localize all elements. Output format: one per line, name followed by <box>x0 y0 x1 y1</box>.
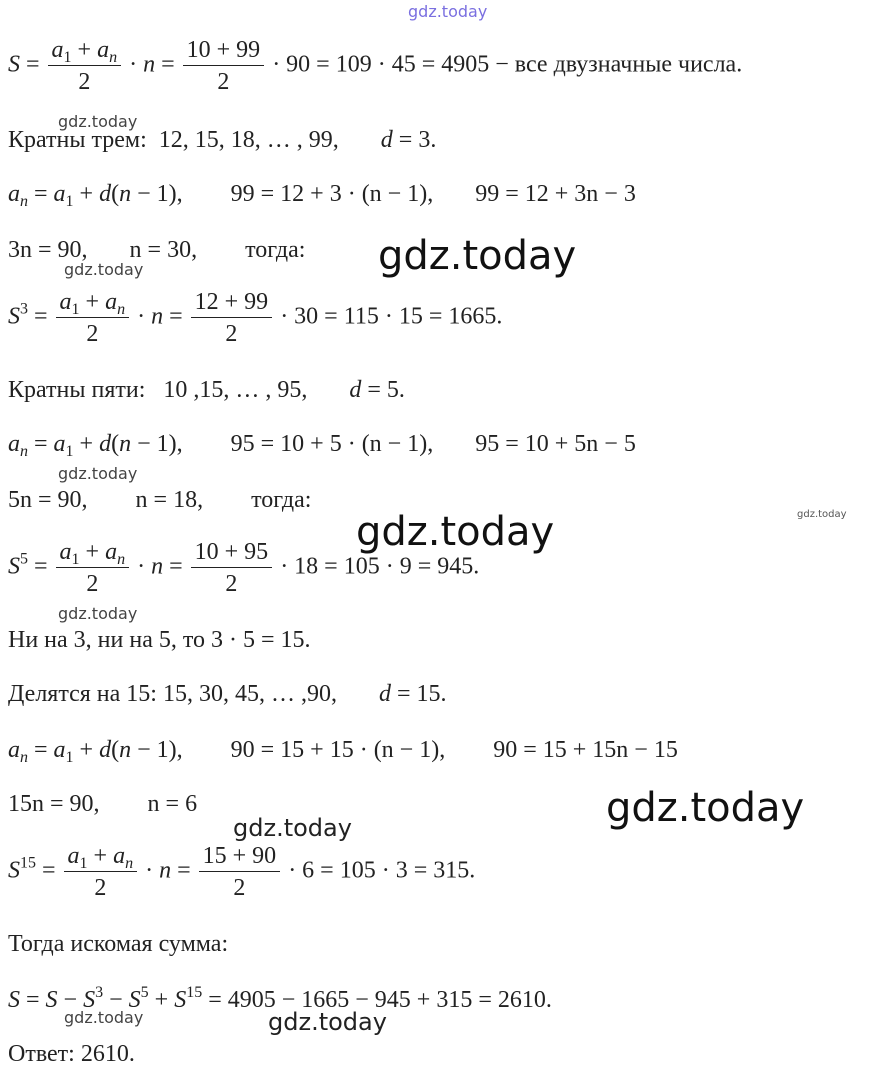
watermark: gdz.today <box>64 1008 144 1027</box>
watermark: gdz.today <box>268 1008 387 1036</box>
solve-n-five: 5n = 90, n = 18, тогда: <box>8 487 312 513</box>
fraction: $\frac{a_1 + a_n}{2}$ <box>48 38 122 94</box>
fraction: $\frac{15 + 90}{2}$ <box>199 844 281 900</box>
formula-sum-three: $S^3$ = $\frac{a_1 + a_n}{2}$ · n = $\frac{12 + 99}{2}$ · 30 = 115 · 15 = 1665. <box>8 289 503 347</box>
watermark: gdz.today <box>606 785 805 831</box>
watermark: gdz.today <box>58 464 138 483</box>
watermark: gdz.today <box>356 509 555 555</box>
fraction: $\frac{a_1 + a_n}{2}$ <box>64 844 138 900</box>
fraction: $\frac{a_1 + a_n}{2}$ <box>56 290 130 346</box>
final-sum-formula: $S = S - S^3 - S^5 + S^{15} = 4905 - 1665 - 945 + 315 = 2610$. <box>8 984 552 1013</box>
fraction: $\frac{12 + 99}{2}$ <box>191 290 273 346</box>
nth-term-formula-fifteen: $a_n = a_1 + d(n - 1)$, 90 = 15 + 15 · (n − 1), 90 = 15 + 15n − 15 <box>8 737 678 766</box>
solve-n-three: 3n = 90, n = 30, тогда: <box>8 237 306 263</box>
multiples-of-fifteen-heading: Делятся на 15: 15, 30, 45, … ,90, d = 15. <box>8 681 447 707</box>
nth-term-formula-three: $a_n = a_1 + d(n - 1)$, 99 = 12 + 3 · (n − 1), 99 = 12 + 3n − 3 <box>8 181 636 210</box>
watermark: gdz.today <box>58 112 138 131</box>
multiples-of-three-heading: Кратны трем: 12, 15, 18, … , 99, d = 3. <box>8 127 437 153</box>
solve-n-fifteen: 15n = 90, n = 6 <box>8 791 198 817</box>
fraction: $\frac{10 + 95}{2}$ <box>191 540 273 596</box>
watermark: gdz.today <box>64 260 144 279</box>
watermark: gdz.today <box>58 604 138 623</box>
answer: Ответ: 2610. <box>8 1041 135 1067</box>
nth-term-formula-five: $a_n = a_1 + d(n - 1)$, 95 = 10 + 5 · (n − 1), 95 = 10 + 5n − 5 <box>8 431 636 460</box>
watermark: gdz.today <box>233 814 352 842</box>
multiples-of-five-heading: Кратны пяти: 10 ,15, … , 95, d = 5. <box>8 377 405 403</box>
then-required-sum: Тогда искомая сумма: <box>8 931 229 957</box>
formula-sum-five: $S^5$ = $\frac{a_1 + a_n}{2}$ · n = $\frac{10 + 95}{2}$ · 18 = 105 · 9 = 945. <box>8 539 480 597</box>
fraction: $\frac{10 + 99}{2}$ <box>183 38 265 94</box>
watermark: gdz.today <box>408 2 488 21</box>
watermark: gdz.today <box>378 233 577 279</box>
formula-total-sum: S = $\frac{a_1 + a_n}{2}$ · n = $\frac{10 + 99}{2}$ · 90 = 109 · 45 = 4905 − все двузначные числа. <box>8 37 743 95</box>
watermark: gdz.today <box>797 509 847 520</box>
neither-three-nor-five: Ни на 3, ни на 5, то 3 · 5 = 15. <box>8 627 311 653</box>
formula-sum-fifteen: $S^{15}$ = $\frac{a_1 + a_n}{2}$ · n = $\frac{15 + 90}{2}$ · 6 = 105 · 3 = 315. <box>8 843 476 901</box>
fraction: $\frac{a_1 + a_n}{2}$ <box>56 540 130 596</box>
